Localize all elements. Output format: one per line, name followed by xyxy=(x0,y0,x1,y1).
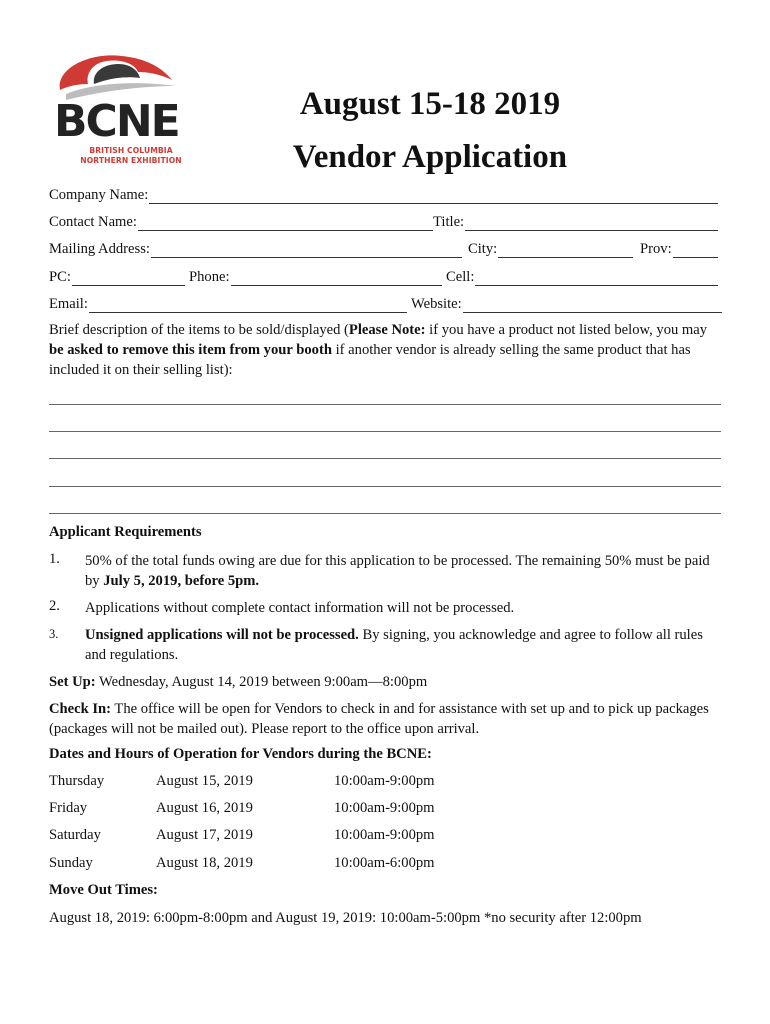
phone-row xyxy=(49,266,718,286)
move-out-heading: Move Out Times: xyxy=(49,882,158,898)
bcne-logo xyxy=(50,50,184,168)
schedule-day: Sunday xyxy=(49,855,93,871)
title-field[interactable] xyxy=(433,211,718,231)
city-field[interactable] xyxy=(468,238,633,258)
requirements-heading: Applicant Requirements xyxy=(49,524,202,540)
email-line[interactable] xyxy=(89,297,407,313)
description-line-5[interactable] xyxy=(49,513,721,514)
requirement-1: 50% of the total funds owing are due for this application to be processed. The remaining 50% must be paid by July 5, 2019, before 5pm. xyxy=(85,553,710,589)
schedule-day: Friday xyxy=(49,800,88,816)
checkin-info: Check In: The office will be open for Vendors to check in and for assistance with set up and to pick up packages (packages will not be mailed out). Please report to the office upon arrival. xyxy=(49,701,709,737)
email-row xyxy=(49,293,722,313)
schedule-date: August 18, 2019 xyxy=(156,855,253,871)
pc-field[interactable] xyxy=(49,266,185,286)
description-line-4[interactable] xyxy=(49,486,721,487)
contact-name-label: Contact Name: xyxy=(49,214,137,230)
company-name-label: Company Name: xyxy=(49,187,149,203)
cell-label: Cell: xyxy=(446,269,475,285)
schedule-time: 10:00am-9:00pm xyxy=(334,800,435,816)
mailing-address-label: Mailing Address: xyxy=(49,241,150,257)
schedule-date: August 15, 2019 xyxy=(156,773,253,789)
pc-line[interactable] xyxy=(72,270,185,286)
website-label: Website: xyxy=(411,296,462,312)
requirement-2: Applications without complete contact information will not be processed. xyxy=(85,600,515,616)
page-title-date: August 15-18 2019 xyxy=(299,86,561,122)
cell-line[interactable] xyxy=(475,270,718,286)
schedule-date: August 17, 2019 xyxy=(156,827,253,843)
website-field[interactable] xyxy=(411,293,722,313)
contact-row xyxy=(49,211,718,231)
description-line-1[interactable] xyxy=(49,404,721,405)
requirement-number-1: 1. xyxy=(49,551,60,567)
website-line[interactable] xyxy=(463,297,722,313)
city-line[interactable] xyxy=(498,242,633,258)
cell-field[interactable] xyxy=(446,266,718,286)
schedule-date: August 16, 2019 xyxy=(156,800,253,816)
description-line-2[interactable] xyxy=(49,431,721,432)
schedule-day: Saturday xyxy=(49,827,101,843)
pc-label: PC: xyxy=(49,269,71,285)
city-label: City: xyxy=(468,241,498,257)
phone-line[interactable] xyxy=(231,270,442,286)
page-title: Vendor Application xyxy=(292,139,568,175)
schedule-time: 10:00am-6:00pm xyxy=(334,855,435,871)
mailing-address-field[interactable] xyxy=(49,238,462,258)
prov-line[interactable] xyxy=(673,242,718,258)
logo-subtitle-line1: BRITISH COLUMBIA xyxy=(89,146,173,155)
requirement-3: Unsigned applications will not be processed. By signing, you acknowledge and agree to follow all rules and regulations. xyxy=(85,627,703,663)
company-name-field[interactable] xyxy=(49,184,718,204)
prov-label: Prov: xyxy=(640,241,672,257)
company-name-line[interactable] xyxy=(149,188,718,204)
title-line[interactable] xyxy=(465,215,718,231)
email-field[interactable] xyxy=(49,293,407,313)
company-name-row xyxy=(49,184,718,204)
description-line-3[interactable] xyxy=(49,458,721,459)
requirement-number-2: 2. xyxy=(49,598,60,614)
prov-field[interactable] xyxy=(640,238,718,258)
phone-field[interactable] xyxy=(189,266,442,286)
logo-text: BCNE xyxy=(54,96,179,147)
schedule-time: 10:00am-9:00pm xyxy=(334,773,435,789)
schedule-day: Thursday xyxy=(49,773,105,789)
logo-subtitle-line2: NORTHERN EXHIBITION xyxy=(80,156,182,165)
contact-name-field[interactable] xyxy=(49,211,433,231)
hours-heading: Dates and Hours of Operation for Vendors during the BCNE: xyxy=(49,746,432,762)
move-out-times: August 18, 2019: 6:00pm-8:00pm and August 19, 2019: 10:00am-5:00pm *no security after 12:00pm xyxy=(49,910,642,926)
contact-name-line[interactable] xyxy=(138,215,433,231)
setup-info: Set Up: Wednesday, August 14, 2019 between 9:00am—8:00pm xyxy=(49,674,428,690)
title-label: Title: xyxy=(433,214,465,230)
mailing-address-line[interactable] xyxy=(151,242,462,258)
schedule-time: 10:00am-9:00pm xyxy=(334,827,435,843)
requirement-number-3: 3. xyxy=(49,627,59,641)
phone-label: Phone: xyxy=(189,269,230,285)
email-label: Email: xyxy=(49,296,88,312)
description-instructions: Brief description of the items to be sold/displayed (Please Note: if you have a product not listed below, you may be asked to remove this item from your booth if another vendor is already selling the same product that has included it on their selling list): xyxy=(49,322,708,378)
address-row xyxy=(49,238,718,258)
